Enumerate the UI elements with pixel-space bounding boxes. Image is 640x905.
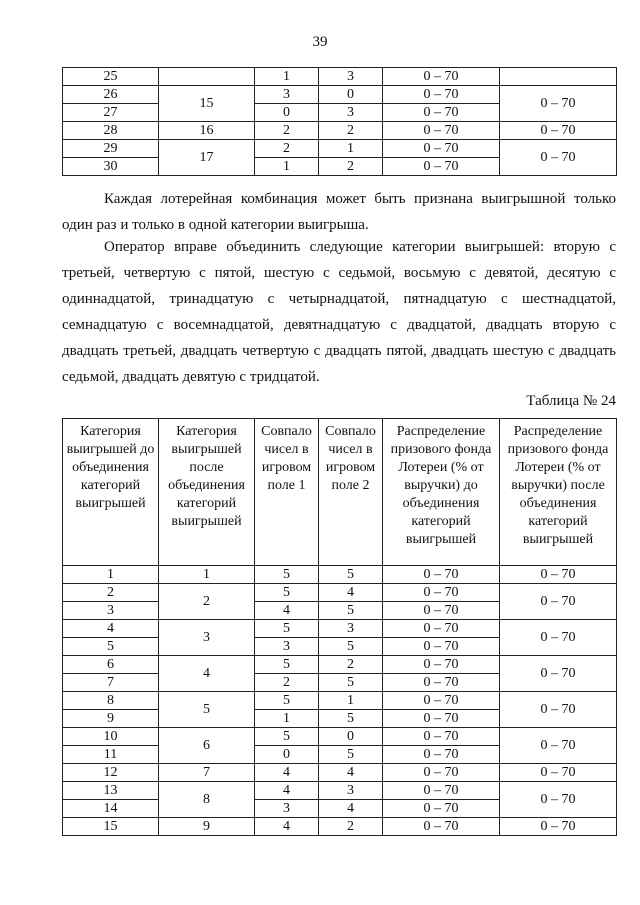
distribution-before-cell: 0 – 70 (383, 584, 500, 602)
distribution-after-cell: 0 – 70 (500, 122, 617, 140)
category-before-cell: 1 (63, 566, 159, 584)
distribution-before-cell: 0 – 70 (383, 818, 500, 836)
table-row (63, 86, 617, 104)
match-field-2-cell: 0 (319, 86, 383, 104)
header-row (63, 419, 617, 566)
category-after-cell: 1 (159, 566, 255, 584)
header-match-field-1: Совпало чисел в игровом поле 1 (255, 419, 319, 566)
match-field-1-cell: 3 (255, 86, 319, 104)
category-before-cell: 29 (63, 140, 159, 158)
distribution-before-cell: 0 – 70 (383, 656, 500, 674)
category-before-cell: 5 (63, 638, 159, 656)
match-field-2-cell: 5 (319, 566, 383, 584)
category-before-cell: 4 (63, 620, 159, 638)
distribution-after-cell: 0 – 70 (500, 584, 617, 620)
match-field-2-cell: 4 (319, 764, 383, 782)
category-before-cell: 8 (63, 692, 159, 710)
match-field-2-cell: 5 (319, 638, 383, 656)
distribution-before-cell: 0 – 70 (383, 782, 500, 800)
table-row (63, 818, 617, 836)
prize-table-continued (62, 67, 617, 176)
match-field-1-cell: 4 (255, 602, 319, 620)
match-field-1-cell: 3 (255, 800, 319, 818)
header-match-field-2: Совпало чисел в игровом поле 2 (319, 419, 383, 566)
category-after-cell: 15 (159, 86, 255, 122)
match-field-1-cell: 2 (255, 674, 319, 692)
table-row (63, 656, 617, 674)
category-after-cell: 16 (159, 122, 255, 140)
distribution-before-cell: 0 – 70 (383, 68, 500, 86)
distribution-before-cell: 0 – 70 (383, 566, 500, 584)
distribution-after-cell: 0 – 70 (500, 818, 617, 836)
table-row (63, 140, 617, 158)
distribution-before-cell: 0 – 70 (383, 104, 500, 122)
match-field-1-cell: 1 (255, 710, 319, 728)
category-before-cell: 25 (63, 68, 159, 86)
distribution-after-cell: 0 – 70 (500, 782, 617, 818)
table-body (63, 566, 617, 836)
match-field-1-cell: 2 (255, 122, 319, 140)
header-category-before: Категория выигрышей до объединения категорий выигрышей (63, 419, 159, 566)
distribution-before-cell: 0 – 70 (383, 692, 500, 710)
category-before-cell: 26 (63, 86, 159, 104)
match-field-2-cell: 3 (319, 620, 383, 638)
table-row (63, 566, 617, 584)
category-after-cell: 3 (159, 620, 255, 656)
header-category-after: Категория выигрышей после объединения категорий выигрышей (159, 419, 255, 566)
match-field-1-cell: 5 (255, 692, 319, 710)
category-before-cell: 9 (63, 710, 159, 728)
match-field-2-cell: 4 (319, 584, 383, 602)
header-distribution-after: Распределение призового фонда Лотереи (% от выручки) после объединения категорий выигрышей (500, 419, 617, 566)
category-after-cell: 17 (159, 140, 255, 176)
distribution-before-cell: 0 – 70 (383, 86, 500, 104)
distribution-before-cell: 0 – 70 (383, 674, 500, 692)
match-field-1-cell: 3 (255, 638, 319, 656)
match-field-1-cell: 4 (255, 818, 319, 836)
distribution-before-cell: 0 – 70 (383, 122, 500, 140)
category-before-cell: 3 (63, 602, 159, 620)
match-field-1-cell: 1 (255, 158, 319, 176)
distribution-before-cell: 0 – 70 (383, 800, 500, 818)
category-after-cell (159, 68, 255, 86)
match-field-1-cell: 5 (255, 656, 319, 674)
match-field-1-cell: 5 (255, 584, 319, 602)
prize-table-24 (62, 418, 617, 836)
category-after-cell: 4 (159, 656, 255, 692)
category-before-cell: 30 (63, 158, 159, 176)
distribution-before-cell: 0 – 70 (383, 710, 500, 728)
match-field-2-cell: 1 (319, 140, 383, 158)
page-number: 39 (312, 34, 328, 50)
table-body (63, 68, 617, 176)
category-before-cell: 15 (63, 818, 159, 836)
distribution-before-cell: 0 – 70 (383, 620, 500, 638)
match-field-2-cell: 1 (319, 692, 383, 710)
distribution-before-cell: 0 – 70 (383, 140, 500, 158)
distribution-after-cell: 0 – 70 (500, 656, 617, 692)
category-before-cell: 11 (63, 746, 159, 764)
match-field-1-cell: 0 (255, 104, 319, 122)
match-field-2-cell: 0 (319, 728, 383, 746)
category-before-cell: 7 (63, 674, 159, 692)
distribution-after-cell: 0 – 70 (500, 728, 617, 764)
distribution-after-cell: 0 – 70 (500, 566, 617, 584)
distribution-before-cell: 0 – 70 (383, 764, 500, 782)
match-field-1-cell: 5 (255, 620, 319, 638)
table-header (63, 419, 617, 566)
table-row (63, 782, 617, 800)
category-before-cell: 6 (63, 656, 159, 674)
table-row (63, 584, 617, 602)
header-distribution-before: Распределение призового фонда Лотереи (% от выручки) до объединения категорий выигрышей (383, 419, 500, 566)
distribution-before-cell: 0 – 70 (383, 602, 500, 620)
distribution-before-cell: 0 – 70 (383, 728, 500, 746)
match-field-2-cell: 4 (319, 800, 383, 818)
table-row (63, 692, 617, 710)
match-field-1-cell: 5 (255, 728, 319, 746)
category-before-cell: 13 (63, 782, 159, 800)
distribution-after-cell: 0 – 70 (500, 692, 617, 728)
distribution-after-cell: 0 – 70 (500, 86, 617, 122)
match-field-2-cell: 2 (319, 656, 383, 674)
table-row (63, 728, 617, 746)
table-row (63, 122, 617, 140)
match-field-2-cell: 3 (319, 68, 383, 86)
category-after-cell: 9 (159, 818, 255, 836)
match-field-2-cell: 2 (319, 122, 383, 140)
distribution-before-cell: 0 – 70 (383, 638, 500, 656)
match-field-2-cell: 5 (319, 602, 383, 620)
match-field-1-cell: 5 (255, 566, 319, 584)
category-after-cell: 8 (159, 782, 255, 818)
distribution-after-cell: 0 – 70 (500, 140, 617, 176)
category-before-cell: 27 (63, 104, 159, 122)
match-field-2-cell: 5 (319, 746, 383, 764)
table-row (63, 68, 617, 86)
distribution-after-cell: 0 – 70 (500, 764, 617, 782)
category-before-cell: 28 (63, 122, 159, 140)
distribution-after-cell: 0 – 70 (500, 620, 617, 656)
match-field-2-cell: 5 (319, 674, 383, 692)
category-before-cell: 12 (63, 764, 159, 782)
table-row (63, 764, 617, 782)
match-field-1-cell: 4 (255, 764, 319, 782)
match-field-2-cell: 2 (319, 818, 383, 836)
match-field-2-cell: 3 (319, 782, 383, 800)
match-field-2-cell: 3 (319, 104, 383, 122)
distribution-before-cell: 0 – 70 (383, 746, 500, 764)
match-field-1-cell: 2 (255, 140, 319, 158)
category-after-cell: 5 (159, 692, 255, 728)
paragraph-category-merge-rule: Оператор вправе объединить следующие категории выигрышей: вторую с третьей, четвертую с пятой, шестую с седьмой, восьмую с девятой, десятую с одиннадцатой, тринадцатую с четырнадцатой, пятнадцатую с шестнадцатой, семнадцатую с восемнадцатой, девятнадцатую с двадцатой, двадцать вторую с двадцать третьей, двадцать четвертую с двадцать пятой, двадцать шестую с двадцать седьмой, двадцать девятую с тридцатой. (62, 239, 616, 385)
table-row (63, 620, 617, 638)
paragraph-single-win-rule: Каждая лотерейная комбинация может быть признана выигрышной только один раз и только в одной категории выигрыша. (62, 191, 616, 233)
category-before-cell: 2 (63, 584, 159, 602)
category-after-cell: 6 (159, 728, 255, 764)
category-after-cell: 7 (159, 764, 255, 782)
category-before-cell: 10 (63, 728, 159, 746)
match-field-2-cell: 5 (319, 710, 383, 728)
category-before-cell: 14 (63, 800, 159, 818)
distribution-before-cell: 0 – 70 (383, 158, 500, 176)
table-caption: Таблица № 24 (526, 393, 616, 409)
category-after-cell: 2 (159, 584, 255, 620)
match-field-2-cell: 2 (319, 158, 383, 176)
distribution-after-cell (500, 68, 617, 86)
match-field-1-cell: 0 (255, 746, 319, 764)
match-field-1-cell: 1 (255, 68, 319, 86)
match-field-1-cell: 4 (255, 782, 319, 800)
